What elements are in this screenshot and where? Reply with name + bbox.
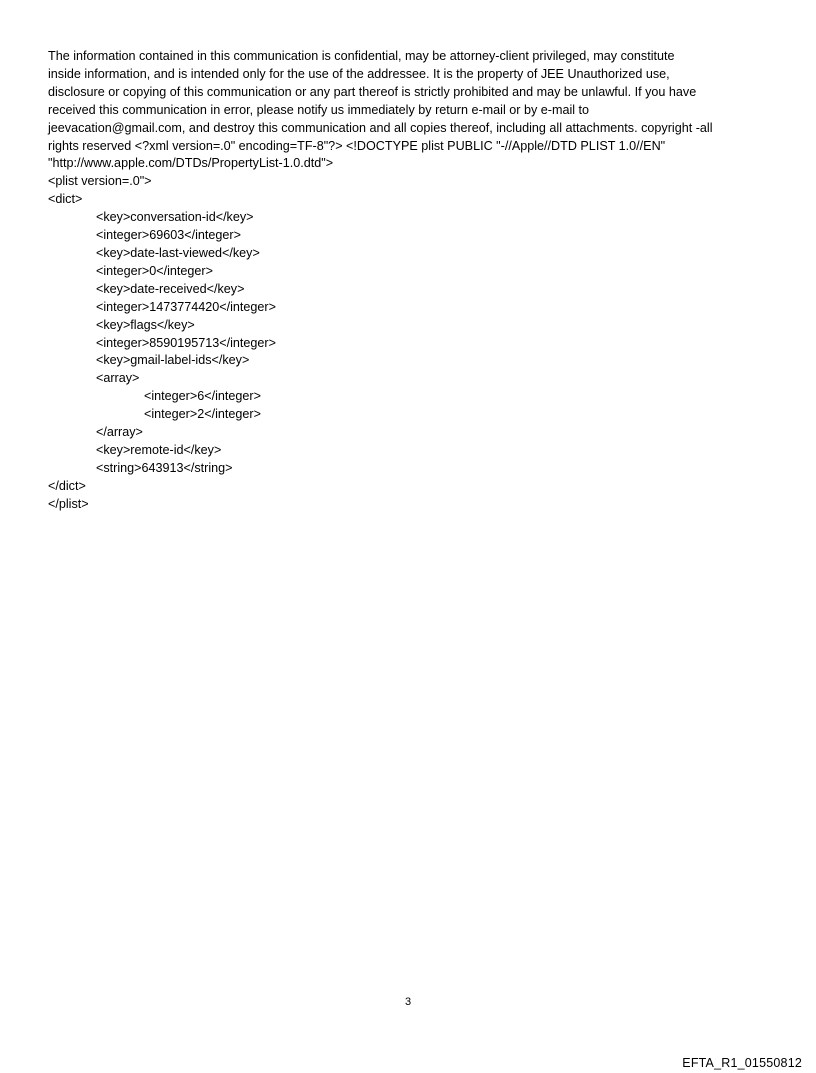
- text-line: The information contained in this communication is confidential, may be attorney-client privileged, may constitute: [48, 49, 675, 63]
- array-open-tag: <array>: [96, 371, 140, 386]
- plist-key: <key>remote-id</key>: [96, 442, 222, 457]
- plist-key: <key>gmail-label-ids</key>: [96, 353, 250, 368]
- plist-value: <integer>0</integer>: [96, 263, 213, 278]
- plist-key: <key>conversation-id</key>: [96, 210, 254, 225]
- text-line: disclosure or copying of this communication or any part thereof is strictly prohibited and may be unlawful. If you have: [48, 84, 697, 99]
- plist-array-item: <integer>2</integer>: [144, 407, 261, 422]
- text-line: jeevacation@gmail.com, and destroy this communication and all copies thereof, including all attachments. copyright -all: [48, 120, 713, 135]
- text-line: "http://www.apple.com/DTDs/PropertyList-1.0.dtd">: [48, 156, 334, 171]
- dict-close-tag: </dict>: [48, 478, 86, 493]
- plist-block: [48, 173, 778, 513]
- text-line: rights reserved <?xml version=.0" encoding=TF-8"?> <!DOCTYPE plist PUBLIC "-//Apple//DTD PLIST 1.0//EN": [48, 138, 666, 153]
- plist-key: <key>flags</key>: [96, 317, 195, 332]
- plist-close-tag: </plist>: [48, 496, 89, 511]
- text-line: received this communication in error, please notify us immediately by return e-mail or by e-mail to: [48, 102, 590, 117]
- document-body: [48, 48, 778, 514]
- plist-value: <integer>1473774420</integer>: [96, 299, 276, 314]
- confidentiality-notice: [48, 48, 778, 173]
- array-close-tag: </array>: [96, 425, 143, 440]
- plist-array-item: <integer>6</integer>: [144, 389, 261, 404]
- plist-value: <integer>8590195713</integer>: [96, 335, 276, 350]
- text-line: inside information, and is intended only for the use of the addressee. It is the property of JEE Unauthorized use,: [48, 66, 670, 81]
- plist-value: <integer>69603</integer>: [96, 228, 241, 243]
- plist-open-tag: <plist version=.0">: [48, 174, 152, 189]
- dict-open-tag: <dict>: [48, 192, 83, 207]
- plist-key: <key>date-received</key>: [96, 281, 245, 296]
- document-id: EFTA_R1_01550812: [682, 1056, 802, 1070]
- plist-key: <key>date-last-viewed</key>: [96, 245, 260, 260]
- plist-value: <string>643913</string>: [96, 460, 233, 475]
- page-number: 3: [404, 996, 412, 1008]
